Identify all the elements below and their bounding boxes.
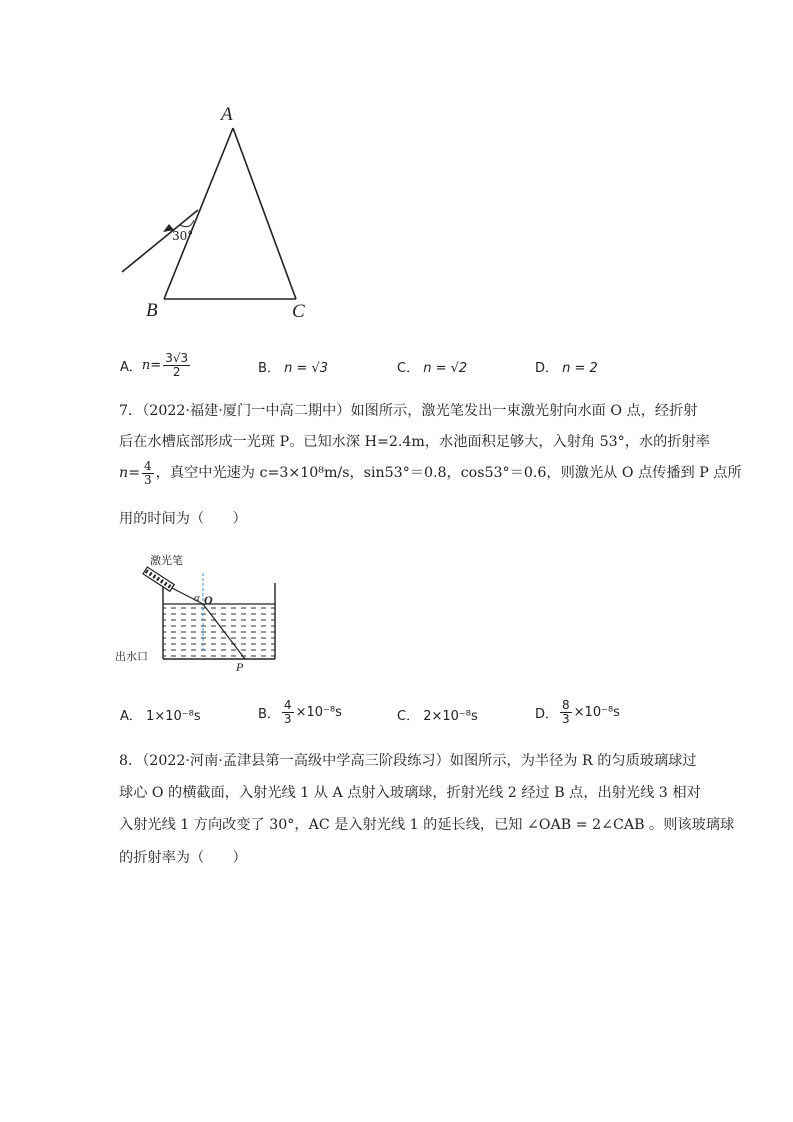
q7-option-b-denominator: 3 (283, 711, 292, 726)
q8-line-2: 球心 O 的横截面，入射光线 1 从 A 点射入玻璃球，折射光线 2 经过 B 点，出射光线 3 相对 (119, 785, 701, 801)
q7-option-b-numerator: 4 (283, 697, 292, 712)
q6-option-a-eq: = (150, 357, 162, 373)
point-o-label: O (204, 593, 213, 607)
q7-option-a[interactable] (120, 705, 201, 724)
side-ab (164, 128, 233, 299)
water-body (163, 604, 275, 659)
q7-line-4: 用的时间为（ ） (119, 511, 247, 527)
q7-line-1: 7．（2022·福建·厦门一中高二期中）如图所示，激光笔发出一束激光射向水面 O 点，经折射 (119, 403, 698, 419)
q6-option-b-letter: B． (258, 361, 280, 376)
q7-option-b-fraction (282, 699, 294, 726)
vertex-label-b: B (146, 300, 158, 321)
q6-option-d-letter: D． (535, 361, 559, 376)
q7-option-d-fraction (560, 699, 572, 726)
angle-label: 30° (172, 229, 194, 243)
q7-option-d[interactable] (535, 694, 620, 730)
q6-option-c-expr: n = √2 (423, 361, 468, 376)
q6-option-d[interactable] (535, 357, 598, 376)
q7-option-a-expr: 1×10⁻⁸s (146, 709, 201, 724)
q6-option-c-letter: C． (397, 361, 420, 376)
point-p-label: P (236, 660, 244, 674)
q7-option-d-letter: D． (535, 706, 559, 722)
q8-line-4: 的折射率为（ ） (119, 850, 247, 866)
q7-option-d-denominator: 3 (562, 711, 570, 726)
laser-label: 激光笔 (150, 554, 183, 567)
q7-fraction-denominator: 3 (144, 472, 152, 487)
q7-option-d-rest: ×10⁻⁸s (573, 704, 620, 720)
outlet-label: 出水口 (115, 650, 148, 663)
side-ac (233, 128, 296, 299)
q6-option-a[interactable] (120, 350, 192, 380)
vertex-label-a: A (221, 104, 233, 125)
q7-line-2: 后在水槽底部形成一光斑 P。已知水深 H=2.4m，水池面积足够大，入射角 53°，水的折射率 (119, 434, 710, 450)
q6-option-a-letter: A． (120, 359, 142, 375)
q8-line-1: 8．（2022·河南·孟津县第一高级中学高三阶段练习）如图所示，为半径为 R 的匀质玻璃球过 (119, 753, 697, 769)
q7-option-d-numerator: 8 (562, 697, 570, 712)
q6-option-d-expr: n = 2 (562, 361, 598, 376)
q6-option-a-n: n (141, 357, 151, 373)
q6-option-b[interactable] (258, 357, 328, 376)
q7-line-3-rest: ，真空中光速为 c=3×10⁸m/s，sin53°＝0.8，cos53°＝0.6，则激光从 O 点传播到 P 点所 (155, 464, 742, 481)
q8-line-3: 入射光线 1 方向改变了 30°，AC 是入射光线 1 的延长线，已知 ∠OAB = 2∠CAB 。则该玻璃球 (119, 817, 735, 833)
prism-figure (110, 100, 330, 330)
q7-fraction-numerator: 4 (144, 458, 152, 473)
q7-n-symbol: n (119, 464, 129, 481)
q6-option-a-numerator: 3√3 (165, 350, 189, 365)
alpha-label: α (194, 592, 200, 604)
vertex-label-c: C (292, 301, 305, 322)
q7-eq: = (128, 464, 141, 481)
q6-option-c[interactable] (397, 357, 467, 376)
q7-option-c-letter: C． (397, 709, 420, 724)
q7-line-3 (119, 456, 742, 490)
q7-option-b-rest: ×10⁻⁸s (295, 704, 342, 720)
q7-option-c[interactable] (397, 705, 478, 724)
q6-option-a-denominator: 2 (172, 364, 181, 379)
q7-option-b[interactable] (258, 694, 342, 730)
q7-option-a-letter: A． (120, 709, 142, 724)
q6-option-a-fraction (163, 352, 190, 379)
q6-option-b-expr: n = √3 (284, 361, 329, 376)
q7-option-c-expr: 2×10⁻⁸s (423, 709, 478, 724)
q7-option-b-letter: B． (258, 706, 280, 722)
q7-fraction (142, 460, 154, 487)
